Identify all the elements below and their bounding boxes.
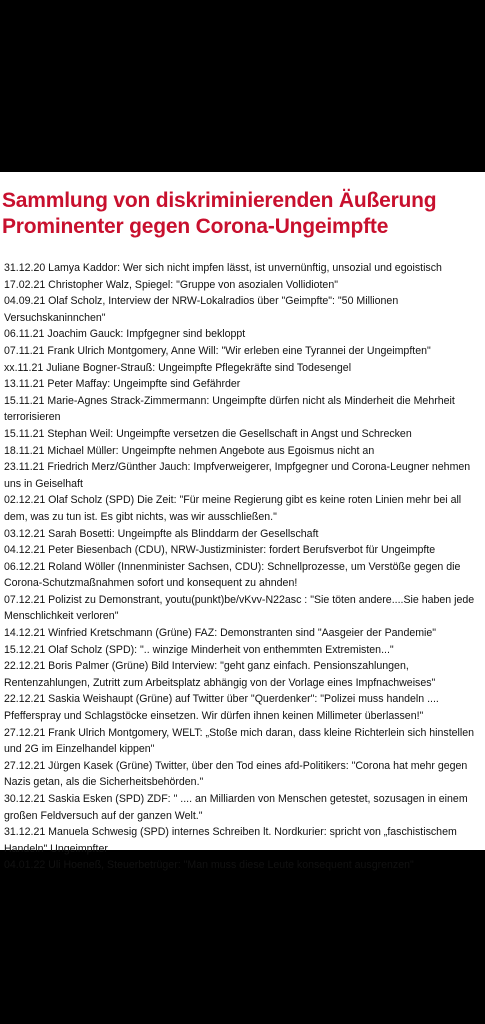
page-title bbox=[2, 188, 485, 240]
quote-entry: 07.12.21 Polizist zu Demonstrant, youtu(punkt)be/vKvv-N22asc : "Sie töten andere....Sie haben jede Menschlichkeit verloren" bbox=[4, 593, 475, 623]
quote-entry: 15.11.21 Marie-Agnes Strack-Zimmermann: Ungeimpfte dürfen nicht als Minderheit die Mehrheit terrorisieren bbox=[4, 394, 455, 424]
quote-entry: 22.12.21 Saskia Weishaupt (Grüne) auf Twitter über "Querdenker": "Polizei muss handeln .... Pfefferspray und Schlagstöcke einsetzen. Wir dürfen ihnen keinen Millimeter überlassen!" bbox=[4, 693, 439, 723]
quote-entry: 06.11.21 Joachim Gauck: Impfgegner sind bekloppt bbox=[4, 328, 246, 341]
quote-entry: 18.11.21 Michael Müller: Ungeimpfte nehmen Angebote aus Egoismus nicht an bbox=[4, 444, 375, 457]
quote-entry: 17.02.21 Christopher Walz, Spiegel: "Gruppe von asozialen Vollidioten" bbox=[4, 278, 338, 291]
quote-entry: 06.12.21 Roland Wöller (Innenminister Sachsen, CDU): Schnellprozesse, um Verstöße gegen die Corona-Schutzmaßnahmen sofort und konsequent zu ahnden! bbox=[4, 560, 461, 590]
quote-entry: 27.12.21 Jürgen Kasek (Grüne) Twitter, über den Tod eines afd-Politikers: "Corona hat mehr gegen Nazis getan, als die Sicherheitsbehörden." bbox=[4, 759, 468, 789]
quote-entry: 13.11.21 Peter Maffay: Ungeimpfte sind Gefährder bbox=[4, 378, 241, 391]
image-card bbox=[0, 172, 485, 872]
quote-entry: 27.12.21 Frank Ulrich Montgomery, WELT: „Stoße mich daran, dass kleine Richterlein sich hinstellen und 2G im Einzelhandel kippen" bbox=[4, 726, 475, 756]
quote-entry: 02.12.21 Olaf Scholz (SPD) Die Zeit: "Für meine Regierung gibt es keine roten Linien mehr bei all dem, was zu tun ist. Es gibt nichts, was wir ausschließen." bbox=[4, 494, 462, 523]
title-line-1: Sammlung von diskriminierenden Äußerung bbox=[2, 189, 437, 212]
quote-entry: xx.11.21 Juliane Bogner-Strauß: Ungeimpfte Pflegekräfte sind Todesengel bbox=[4, 361, 352, 374]
quote-entry: 15.12.21 Olaf Scholz (SPD): ".. winzige Minderheit von enthemmten Extremisten..." bbox=[4, 643, 394, 656]
quote-entry: 15.11.21 Stephan Weil: Ungeimpfte versetzen die Gesellschaft in Angst und Schrecken bbox=[4, 427, 412, 440]
quote-entry: 22.12.21 Boris Palmer (Grüne) Bild Interview: "geht ganz einfach. Pensionszahlungen, Rentenzahlungen, Zutritt zum Arbeitsplatz abhängig von der Vorlage eines Impfnachweises" bbox=[4, 660, 436, 689]
quote-entry: 03.12.21 Sarah Bosetti: Ungeimpfte als Blinddarm der Gesellschaft bbox=[4, 527, 319, 540]
title-line-2: Prominenter gegen Corona-Ungeimpfte bbox=[2, 215, 389, 238]
quote-entry: 07.11.21 Frank Ulrich Montgomery, Anne Will: "Wir erleben eine Tyrannei der Ungeimpften" bbox=[4, 344, 431, 357]
quote-entry: 04.12.21 Peter Biesenbach (CDU), NRW-Justizminister: fordert Berufsverbot für Ungeimpfte bbox=[4, 544, 436, 557]
quote-entry: 04.01.22 Uli Hoeneß, Steuerbetrüger: "Man muss diese Leute konsequent ausgrenzen" bbox=[4, 859, 414, 872]
quote-entry: 23.11.21 Friedrich Merz/Günther Jauch: Impfverweigerer, Impfgegner und Corona-Leugner nehmen uns in Geiselhaft bbox=[4, 461, 471, 490]
quote-entry: 04.09.21 Olaf Scholz, Interview der NRW-Lokalradios über "Geimpfte": "50 Millionen Versuchskaninnchen" bbox=[4, 295, 399, 324]
quote-entry: 30.12.21 Saskia Esken (SPD) ZDF: " .... an Milliarden von Menschen getestet, sozusagen in einem großen Feldversuch auf der ganzen Welt." bbox=[4, 793, 468, 822]
quote-entry: 31.12.21 Manuela Schwesig (SPD) internes Schreiben lt. Nordkurier: spricht von „faschistischem Handeln" Ungeimpfter bbox=[4, 826, 457, 855]
quote-entry: 31.12.20 Lamya Kaddor: Wer sich nicht impfen lässt, ist unvernünftig, unsozial und egoistisch bbox=[4, 262, 442, 274]
quote-entry: 14.12.21 Winfried Kretschmann (Grüne) FAZ: Demonstranten sind "Aasgeier der Pandemie" bbox=[4, 627, 437, 640]
quote-list bbox=[4, 260, 485, 874]
